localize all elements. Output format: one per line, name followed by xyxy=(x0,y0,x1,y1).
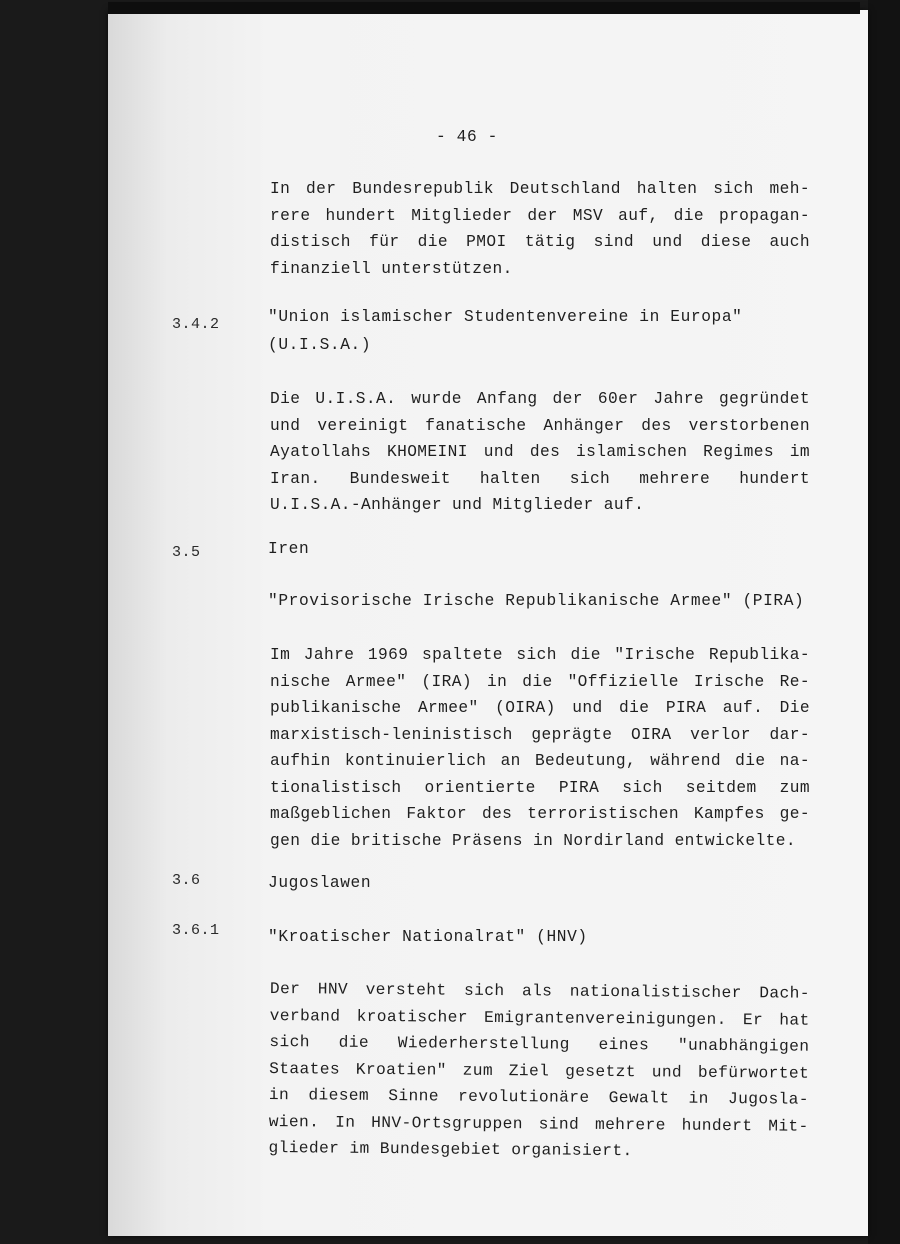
paragraph-line: sich die Wiederherstellung eines "unabhängigen xyxy=(269,1032,810,1056)
scan-top-border xyxy=(108,2,860,14)
page-number: - 46 - xyxy=(436,128,498,146)
paragraph-line: Iran. Bundesweit halten sich mehrere hundert xyxy=(270,469,810,488)
paragraph-line: U.I.S.A.-Anhänger und Mitglieder auf. xyxy=(270,496,645,514)
paragraph-line: Die U.I.S.A. wurde Anfang der 60er Jahre gegründet xyxy=(270,390,810,408)
paragraph-line: Der HNV versteht sich als nationalistischer Dach- xyxy=(269,979,810,1003)
paragraph-line: Ayatollahs KHOMEINI und des islamischen Regimes im xyxy=(270,443,810,461)
section-number-3-6: 3.6 xyxy=(172,872,201,889)
paragraph-line: nische Armee" (IRA) in die "Offizielle Irische Re- xyxy=(270,672,810,691)
paragraph-line: marxistisch-leninistisch geprägte OIRA verlor dar- xyxy=(270,725,810,744)
paragraph-line: und vereinigt fanatische Anhänger des verstorbenen xyxy=(270,416,810,435)
paragraph-line: verband kroatischer Emigrantenvereinigungen. Er hat xyxy=(269,1006,810,1030)
paragraph-line: rere hundert Mitglieder der MSV auf, die propagan- xyxy=(270,206,810,225)
paragraph-line: publikanische Armee" (OIRA) und die PIRA auf. Die xyxy=(270,699,810,717)
section-title-iren: Iren xyxy=(268,540,310,558)
paragraph-line: distisch für die PMOI tätig sind und diese auch xyxy=(270,233,810,251)
section-number-3-6-1: 3.6.1 xyxy=(172,922,220,939)
section-title-hnv: "Kroatischer Nationalrat" (HNV) xyxy=(268,928,588,946)
section-subtitle-pira: "Provisorische Irische Republikanische Armee" (PIRA) xyxy=(268,592,805,610)
paragraph-hnv xyxy=(268,976,810,1166)
paragraph-line: Staates Kroatien" zum Ziel gesetzt und befürwortet xyxy=(269,1059,810,1083)
scan-background-edge xyxy=(868,0,900,1244)
paragraph-line: in diesem Sinne revolutionäre Gewalt in Jugosla- xyxy=(268,1085,810,1109)
paragraph-line: gen die britische Präsens in Nordirland entwickelte. xyxy=(270,831,796,850)
paragraph-msv xyxy=(270,176,810,282)
paragraph-line: maßgeblichen Faktor des terroristischen Kampfes ge- xyxy=(270,805,810,823)
section-number-3-5: 3.5 xyxy=(172,544,201,561)
section-number-3-4-2: 3.4.2 xyxy=(172,316,220,333)
paragraph-line: glieder im Bundesgebiet organisiert. xyxy=(268,1138,633,1161)
paragraph-line: wien. In HNV-Ortsgruppen sind mehrere hundert Mit- xyxy=(268,1112,809,1136)
section-title-uisa: "Union islamischer Studentenvereine in Europa" xyxy=(268,308,743,326)
paragraph-line: In der Bundesrepublik Deutschland halten sich meh- xyxy=(270,180,810,198)
paragraph-line: finanziell unterstützen. xyxy=(270,259,513,278)
paragraph-line: aufhin kontinuierlich an Bedeutung, während die na- xyxy=(270,752,810,770)
section-title-jugoslawen: Jugoslawen xyxy=(268,874,372,892)
paragraph-uisa xyxy=(270,386,810,519)
paragraph-line: Im Jahre 1969 spaltete sich die "Irische Republika- xyxy=(270,646,810,664)
paragraph-line: tionalistisch orientierte PIRA sich seitdem zum xyxy=(270,778,810,797)
section-title-uisa-abbr: (U.I.S.A.) xyxy=(268,336,372,354)
paragraph-pira xyxy=(270,642,810,854)
